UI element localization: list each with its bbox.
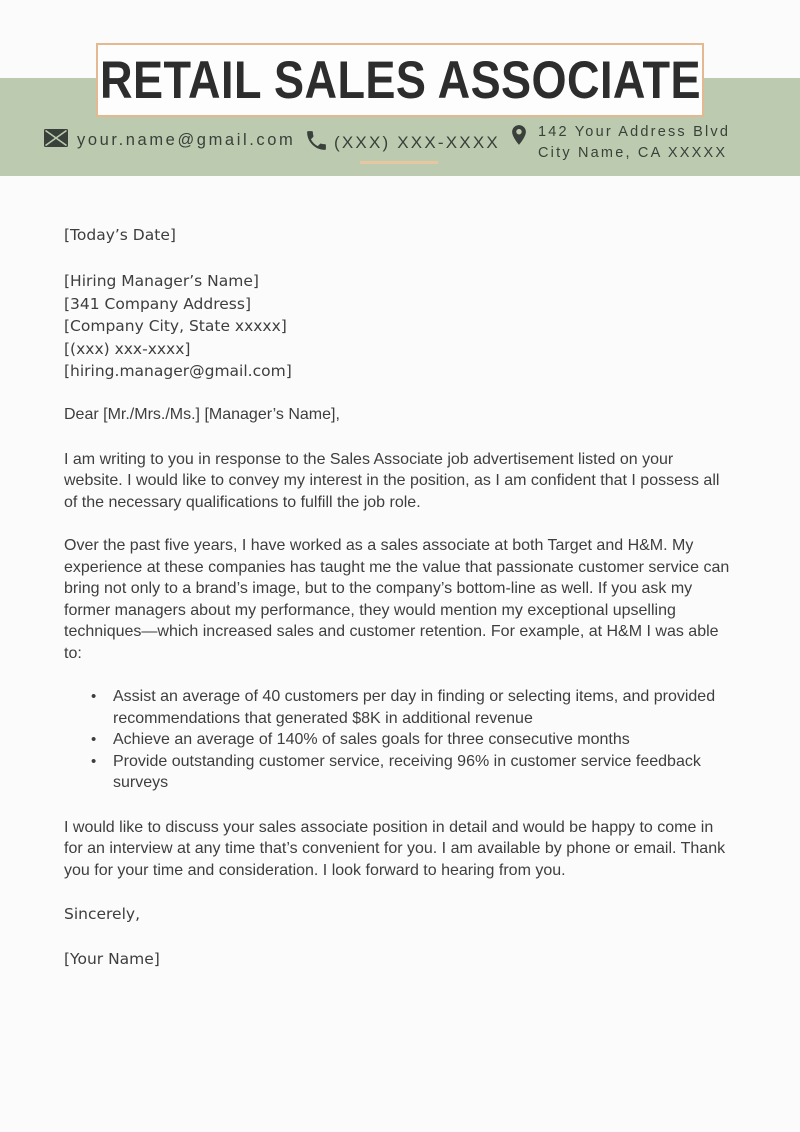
recipient-name: [Hiring Manager’s Name] xyxy=(64,272,259,290)
location-pin-icon xyxy=(508,122,530,157)
achievement-list xyxy=(64,686,736,794)
recipient-address: [341 Company Address] xyxy=(64,294,251,313)
date-placeholder: [Today’s Date] xyxy=(64,226,176,244)
contact-address-text xyxy=(538,122,730,164)
recipient-city-state: [Company City, State xxxxx] xyxy=(64,317,287,335)
contact-phone xyxy=(304,128,500,158)
letter-header xyxy=(0,0,800,176)
letter-body xyxy=(0,176,800,971)
envelope-icon xyxy=(44,129,68,152)
greeting-line: Dear [Mr./Mrs./Ms.] [Manager’s Name], xyxy=(64,405,340,423)
address-line-1: 142 Your Address Blvd xyxy=(538,124,731,140)
achievement-item: • Achieve an average of 140% of sales goals for three consecutive months xyxy=(113,729,736,751)
signoff-line: Sincerely, xyxy=(64,905,141,923)
recipient-phone: [(xxx) xxx-xxxx] xyxy=(64,339,191,358)
contact-address xyxy=(508,122,730,164)
contact-email xyxy=(44,129,295,152)
signature-placeholder: [Your Name] xyxy=(64,950,160,968)
title-box xyxy=(96,43,704,117)
address-line-2: City Name, CA XXXXX xyxy=(538,145,728,161)
contact-phone-text: (XXX) XXX-XXXX xyxy=(334,133,500,152)
page-title: RETAIL SALES ASSOCIATE xyxy=(99,50,701,110)
contact-email-text: your.name@gmail.com xyxy=(77,131,296,149)
phone-icon xyxy=(304,128,329,158)
achievement-item: • Assist an average of 40 customers per day in finding or selecting items, and provided recommendations that generated $8K in additional revenue xyxy=(113,686,736,729)
achievement-item: • Provide outstanding customer service, receiving 96% in customer service feedback surveys xyxy=(113,751,736,794)
experience-paragraph: Over the past five years, I have worked as a sales associate at both Target and H&M. My experience at these companies has taught me the value that passionate customer service can bring not only to a brand’s image, but to the company’s bottom-line as well. If you ask my former managers about my performance, they would mention my exceptional upselling techniques—which increased sales and customer retention. For example, at H&M I was able to: xyxy=(64,537,730,662)
phone-underline-accent xyxy=(360,161,438,164)
recipient-block xyxy=(64,270,736,383)
intro-paragraph: I am writing to you in response to the Sales Associate job advertisement listed on your website. I would like to convey my interest in the position, as I am confident that I possess all of the necessary qualifications to fulfill the job role. xyxy=(64,450,720,511)
closing-paragraph: I would like to discuss your sales associate position in detail and would be happy to come in for an interview at any time that’s convenient for you. I am available by phone or email. Thank you for your time and consideration. I look forward to hearing from you. xyxy=(64,818,726,879)
recipient-email: [hiring.manager@gmail.com] xyxy=(64,362,292,380)
